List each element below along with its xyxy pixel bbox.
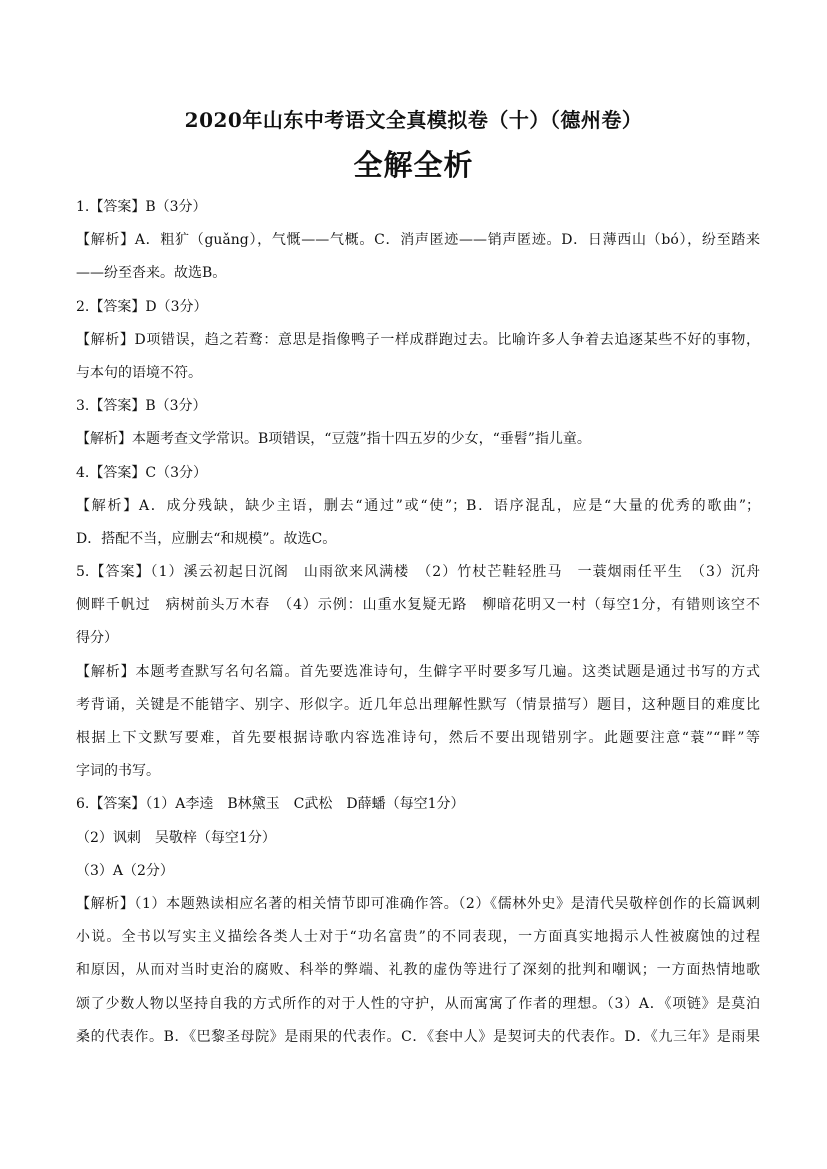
answer-5-line-2: 侧畔千帆过 病树前头万木春 （4）示例：山重水复疑无路 柳暗花明又一村（每空1分，有错则该空不 (76, 597, 760, 614)
analysis-5-line-2: 考背诵，关键是不能错字、别字、形似字。近几年总出理解性默写（情景描写）题目，这种题目的难度比 (76, 696, 760, 713)
analysis-1-line-1: 【解析】A．粗犷（guǎng），气慨——气概。C．消声匿迹——销声匿迹。D．日薄西山（bó），纷至踏来 (76, 232, 760, 249)
analysis-6-line-5: 桑的代表作。B．《巴黎圣母院》是雨果的代表作。C．《套中人》是契诃夫的代表作。D．《九三年》是雨果 (76, 1028, 760, 1045)
document-subtitle: 全解全析 (353, 148, 474, 182)
analysis-4-line-2: D．搭配不当，应删去“和规模”。故选C。 (76, 530, 337, 547)
answer-1: 1.【答案】B（3分） (76, 199, 207, 215)
analysis-6-line-2: 小说。全书以写实主义描绘各类人士对于“功名富贵”的不同表现，一方面真实地揭示人性被腐蚀的过程 (76, 929, 760, 946)
answer-3: 3.【答案】B（3分） (76, 398, 207, 415)
document-title: 2020年山东中考语文全真模拟卷（十）（德州卷） (184, 108, 643, 132)
answer-2: 2.【答案】D（3分） (76, 298, 208, 315)
analysis-6-line-3: 和原因，从而对当时吏治的腐败、科举的弊端、礼教的虚伪等进行了深刻的批判和嘲讽；一方面热情地歌 (76, 962, 760, 979)
analysis-5-line-1: 【解析】本题考查默写名句名篇。首先要选准诗句，生僻字平时要多写几遍。这类试题是通过书写的方式 (76, 663, 760, 680)
analysis-1-line-2: ——纷至沓来。故选B。 (76, 265, 227, 282)
analysis-4-line-1: 【解析】A．成分残缺，缺少主语，删去“通过”或“使”；B．语序混乱，应是“大量的优秀的歌曲”； (76, 497, 760, 514)
analysis-2-line-2: 与本句的语境不符。 (76, 364, 202, 381)
analysis-3-line-1: 【解析】本题考查文学常识。B项错误，“豆蔻”指十四五岁的少女，“垂髫”指儿童。 (76, 431, 591, 448)
answer-5-line-1: 5.【答案】（1）溪云初起日沉阁 山雨欲来风满楼 （2）竹杖芒鞋轻胜马 一蓑烟雨任平生 （3）沉舟 (76, 564, 760, 581)
answer-4: 4.【答案】C（3分） (76, 464, 207, 481)
analysis-6-line-4: 颂了少数人物以坚持自我的方式所作的对于人性的守护，从而寓寓了作者的理想。（3）A．《项链》是莫泊 (76, 995, 760, 1012)
answer-6-line-1: 6.【答案】（1）A李逵 B林黛玉 C武松 D薛蟠（每空1分） (76, 796, 465, 813)
document-body (76, 191, 760, 1054)
analysis-6-line-1: 【解析】（1）本题熟读相应名著的相关情节即可准确作答。（2）《儒林外史》是清代吴敬梓创作的长篇讽刺 (76, 895, 760, 912)
analysis-5-line-4: 字词的书写。 (76, 763, 160, 780)
answer-6-line-2: （2）讽刺 吴敬梓（每空1分） (76, 829, 276, 846)
answer-5-line-3: 得分） (76, 630, 118, 647)
analysis-2-line-1: 【解析】D项错误，趋之若鹜：意思是指像鸭子一样成群跑过去。比喻许多人争着去追逐某些不好的事物， (76, 331, 760, 348)
analysis-5-line-3: 根据上下文默写要难，首先要根据诗歌内容选准诗句，然后不要出现错别字。此题要注意“蓑”“畔”等 (76, 730, 760, 746)
answer-6-line-3: （3）A（2分） (76, 862, 174, 879)
